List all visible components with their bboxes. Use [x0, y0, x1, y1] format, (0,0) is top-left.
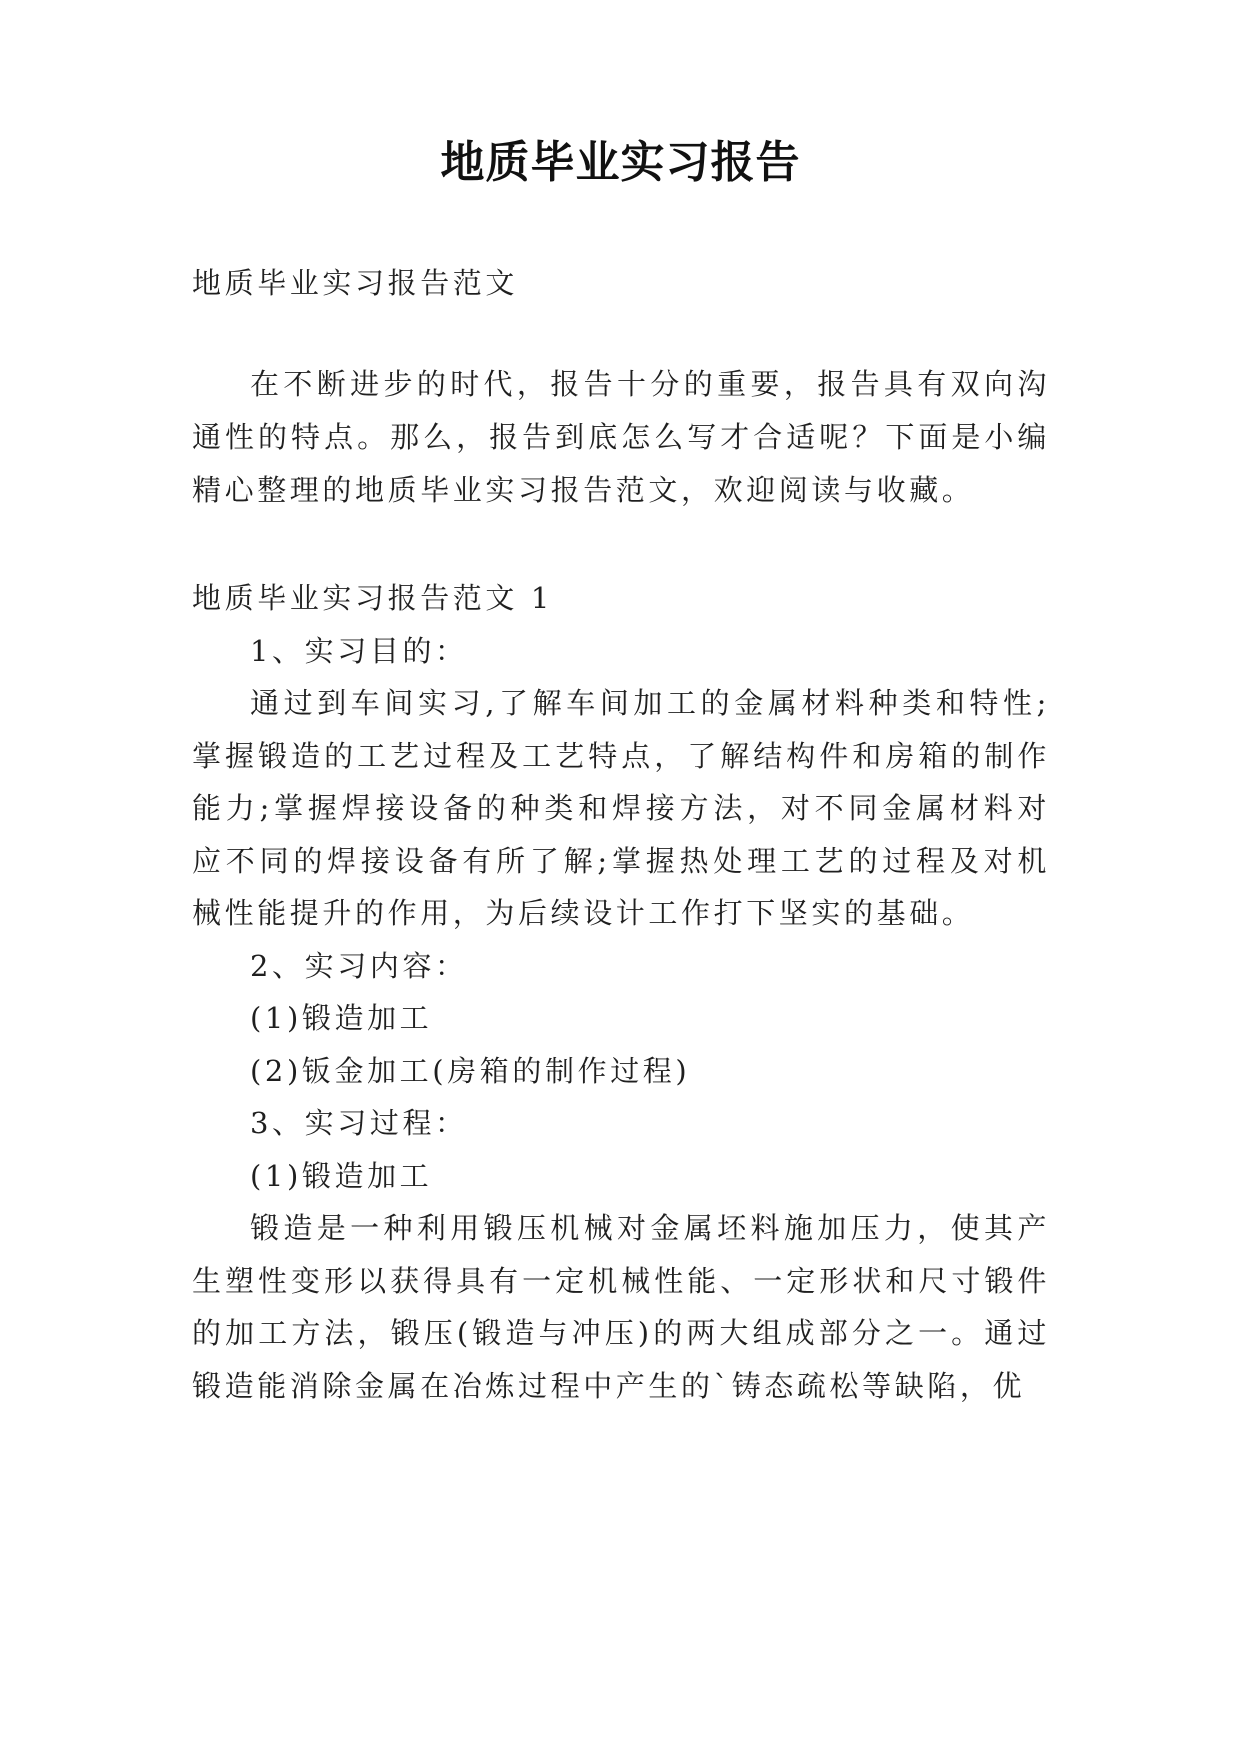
section-title: 地质毕业实习报告范文 1: [192, 581, 553, 615]
document-subtitle: 地质毕业实习报告范文: [192, 266, 519, 300]
content-heading: 2、实习内容：: [250, 948, 468, 983]
process-heading: 3、实习过程：: [250, 1106, 468, 1140]
purpose-paragraph: 通过到车间实习,了解车间加工的金属材料种类和特性;掌握锻造的工艺过程及工艺特点，了解结构件和房箱的制作能力;掌握焊接设备的种类和焊接方法，对不同金属材料对应不同的焊接设备有所了解;掌握热处理工艺的过程及对机械性能提升的作用，为后续设计工作打下坚实的基础。: [192, 686, 1050, 930]
process-paragraph: 锻造是一种利用锻压机械对金属坯料施加压力，使其产生塑性变形以获得具有一定机械性能、一定形状和尺寸锻件的加工方法，锻压(锻造与冲压)的两大组成部分之一。通过锻造能消除金属在冶炼过程中产生的`铸态疏松等缺陷，优: [192, 1211, 1050, 1403]
process-sub-heading: (1)锻造加工: [250, 1158, 433, 1193]
content-item-forging: (1)锻造加工: [250, 1001, 433, 1035]
intro-paragraph: 在不断进步的时代，报告十分的重要，报告具有双向沟通性的特点。那么，报告到底怎么写才合适呢？下面是小编精心整理的地质毕业实习报告范文，欢迎阅读与收藏。: [192, 367, 1050, 507]
purpose-heading: 1、实习目的：: [250, 633, 468, 668]
report-section: [192, 572, 1050, 1412]
content-item-sheet-metal: (2)钣金加工(房箱的制作过程): [250, 1053, 691, 1088]
document-title: 地质毕业实习报告: [440, 137, 801, 188]
